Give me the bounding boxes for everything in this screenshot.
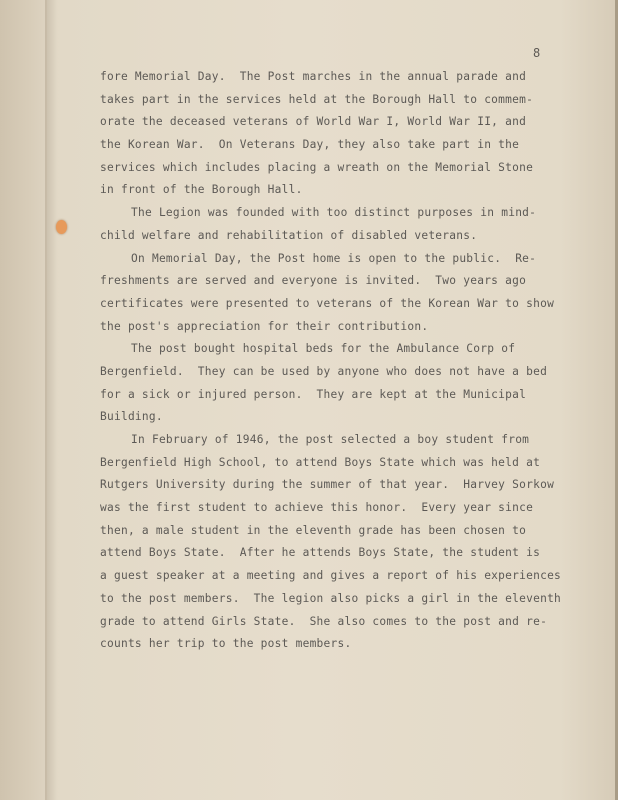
text-line: in front of the Borough Hall. — [100, 183, 303, 197]
text-line: Bergenfield. They can be used by anyone who does not have a bed — [100, 364, 548, 378]
fold-shadow — [47, 0, 57, 800]
text-line: counts her trip to the post members. — [100, 637, 352, 651]
page-fold-margin — [0, 0, 46, 800]
text-line: was the first student to achieve this honor. Every year since — [100, 501, 534, 515]
text-line: orate the deceased veterans of World War I, World War II, and — [100, 115, 527, 129]
text-line: fore Memorial Day. The Post marches in the annual parade and — [100, 70, 527, 83]
text-line: freshments are served and everyone is invited. Two years ago — [100, 274, 527, 288]
typed-text-body — [100, 66, 570, 656]
text-line: Rutgers University during the summer of that year. Harvey Sorkow — [100, 478, 555, 492]
text-line: The Legion was founded with too distinct purposes in mind- — [131, 206, 537, 220]
text-line: services which includes placing a wreath on the Memorial Stone — [100, 160, 534, 174]
text-line: the post's appreciation for their contribution. — [100, 319, 429, 333]
text-line: child welfare and rehabilitation of disabled veterans. — [100, 228, 478, 242]
text-line: the Korean War. On Veterans Day, they also take part in the — [100, 138, 520, 152]
text-line: grade to attend Girls State. She also comes to the post and re- — [100, 614, 548, 628]
text-line: for a sick or injured person. They are kept at the Municipal — [100, 387, 527, 401]
text-line: Building. — [100, 410, 163, 424]
text-line: certificates were presented to veterans of the Korean War to show — [100, 296, 555, 310]
page-number: 8 — [533, 46, 541, 60]
text-line: In February of 1946, the post selected a boy student from — [131, 433, 530, 446]
text-line: takes part in the services held at the Borough Hall to commem- — [100, 92, 534, 106]
text-line: a guest speaker at a meeting and gives a report of his experiences — [100, 569, 562, 583]
text-line: to the post members. The legion also picks a girl in the eleventh — [100, 591, 562, 605]
text-line: then, a male student in the eleventh grade has been chosen to — [100, 523, 527, 537]
binder-hole-mark — [56, 220, 67, 234]
text-line: On Memorial Day, the Post home is open to the public. Re- — [131, 251, 537, 265]
text-line: The post bought hospital beds for the Ambulance Corp of — [131, 342, 516, 356]
text-line: attend Boys State. After he attends Boys State, the student is — [100, 546, 541, 560]
text-line: Bergenfield High School, to attend Boys State which was held at — [100, 455, 541, 469]
